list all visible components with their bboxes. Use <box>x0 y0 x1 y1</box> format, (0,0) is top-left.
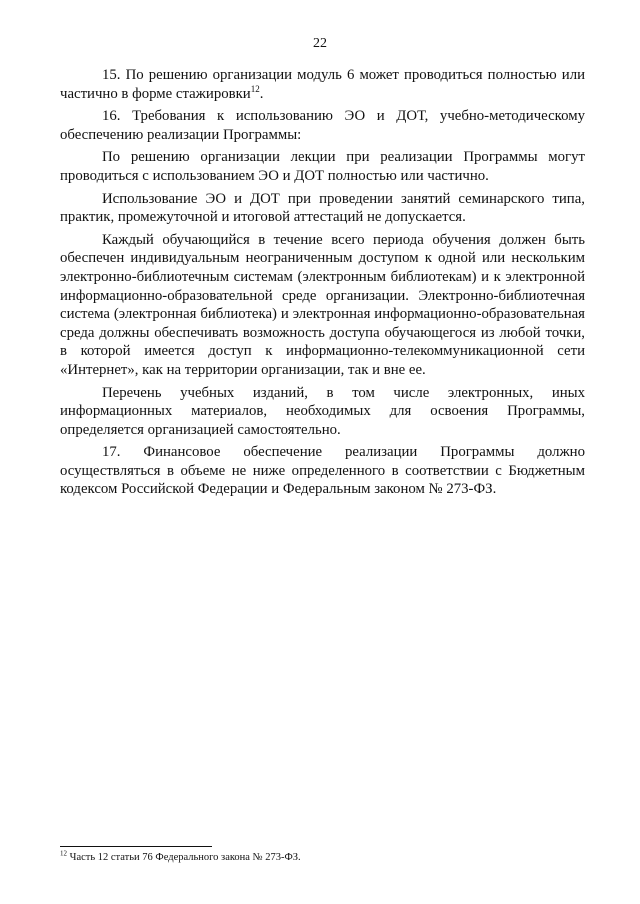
document-body <box>60 66 585 503</box>
paragraph-text: 15. По решению организации модуль 6 может проводиться полностью или частично в форме стажировки <box>60 67 585 102</box>
paragraph-tail: . <box>259 85 264 102</box>
page-number: 22 <box>313 36 327 51</box>
paragraph-library-access: Каждый обучающийся в течение всего периода обучения должен быть обеспечен индивидуальным неограниченным доступом к одной или нескольким электронно-библиотечным системам (электронным библиотекам) и к электронной информационно-образовательной среде организации. Электронно-библиотечная система (электронная библиотека) и электронная информационно-образовательная среда должны обеспечивать возможность доступа обучающегося из любой точки, в которой имеется доступ к информационно-телекоммуникационной сети «Интернет», как на территории организации, так и вне ее. <box>60 231 585 378</box>
paragraph-seminars: Использование ЭО и ДОТ при проведении занятий семинарского типа, практик, промежуточной и итоговой аттестаций не допускается. <box>60 190 585 226</box>
footnote-divider <box>60 846 212 847</box>
paragraph-lectures: По решению организации лекции при реализации Программы могут проводиться с использованием ЭО и ДОТ полностью или частично. <box>60 149 585 184</box>
footnote-marker: 12 <box>60 849 67 858</box>
paragraph-15 <box>60 66 585 103</box>
paragraph-materials: Перечень учебных изданий, в том числе электронных, иных информационных материалов, необходимых для освоения Программы, определяется организацией самостоятельно. <box>60 384 585 438</box>
paragraph-16: 16. Требования к использованию ЭО и ДОТ, учебно-методическому обеспечению реализации Программы: <box>60 108 585 143</box>
paragraph-17: 17. Финансовое обеспечение реализации Программы должно осуществляться в объеме не ниже определенного в соответствии с Бюджетным кодексом Российской Федерации и Федеральным законом № 273-ФЗ. <box>60 444 585 498</box>
footnote <box>60 851 585 864</box>
footnote-reference[interactable]: 12 <box>250 83 260 94</box>
footnote-text: Часть 12 статьи 76 Федерального закона № 273-ФЗ. <box>67 852 301 863</box>
